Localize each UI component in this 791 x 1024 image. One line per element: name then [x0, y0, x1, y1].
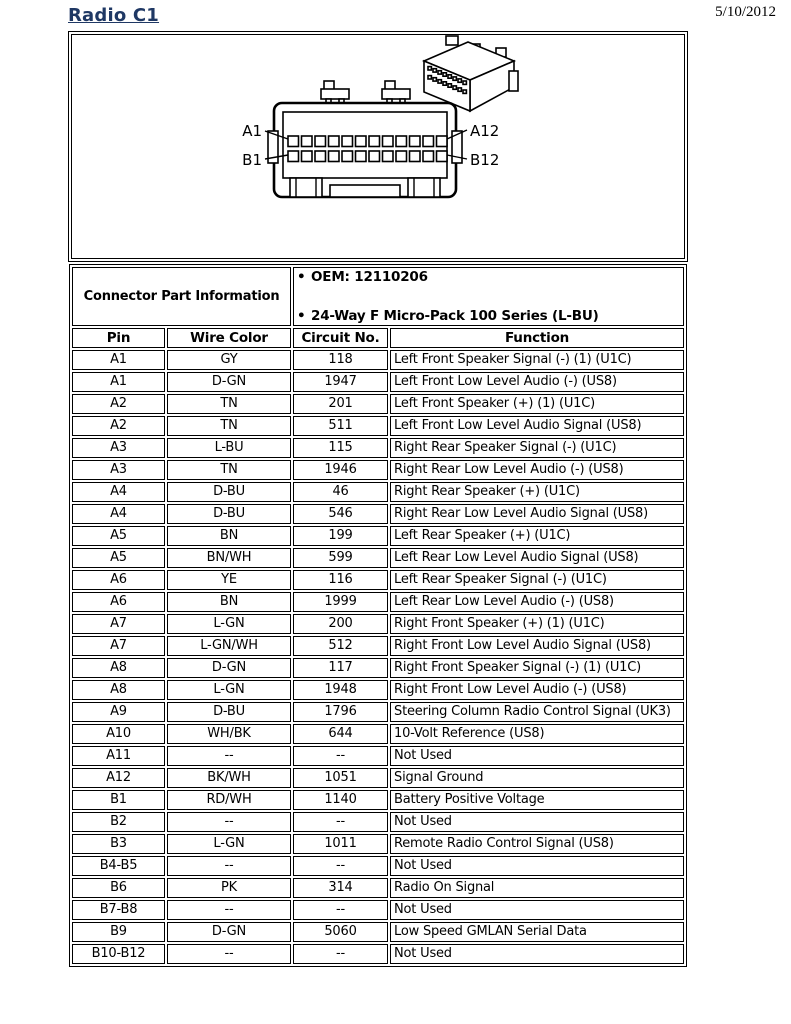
table-row	[72, 724, 684, 744]
cell-pin: B3	[72, 834, 165, 854]
cell-function: Left Front Speaker Signal (-) (1) (U1C)	[390, 350, 684, 370]
cell-circuit-no: 1947	[293, 372, 388, 392]
table-row	[72, 768, 684, 788]
cell-circuit-no: 511	[293, 416, 388, 436]
cell-wire-color: --	[167, 746, 291, 766]
table-row	[72, 438, 684, 458]
cell-circuit-no: 199	[293, 526, 388, 546]
bullet-icon: •	[297, 269, 306, 285]
cell-pin: A7	[72, 636, 165, 656]
cell-wire-color: WH/BK	[167, 724, 291, 744]
cell-pin: A5	[72, 548, 165, 568]
cell-function: Radio On Signal	[390, 878, 684, 898]
cell-pin: A1	[72, 372, 165, 392]
cell-wire-color: D-GN	[167, 658, 291, 678]
connector-3d-view-icon	[424, 36, 518, 111]
part-info-details	[293, 267, 684, 326]
cell-pin: A12	[72, 768, 165, 788]
table-row	[72, 746, 684, 766]
cell-wire-color: BN	[167, 592, 291, 612]
cell-pin: A8	[72, 680, 165, 700]
cell-circuit-no: 599	[293, 548, 388, 568]
page-title: Radio C1	[68, 5, 160, 26]
table-row	[72, 570, 684, 590]
cell-wire-color: BN/WH	[167, 548, 291, 568]
table-row	[72, 526, 684, 546]
table-header-row	[72, 328, 684, 348]
cell-circuit-no: --	[293, 856, 388, 876]
cell-circuit-no: 314	[293, 878, 388, 898]
cell-wire-color: RD/WH	[167, 790, 291, 810]
cell-pin: A2	[72, 394, 165, 414]
cell-function: Left Rear Speaker (+) (U1C)	[390, 526, 684, 546]
cell-pin: A3	[72, 438, 165, 458]
cell-function: Left Front Speaker (+) (1) (U1C)	[390, 394, 684, 414]
table-row	[72, 548, 684, 568]
cell-function: Right Front Low Level Audio (-) (US8)	[390, 680, 684, 700]
connector-diagram-box	[68, 31, 688, 262]
table-row	[72, 504, 684, 524]
cell-wire-color: D-BU	[167, 702, 291, 722]
cell-pin: B1	[72, 790, 165, 810]
cell-circuit-no: 46	[293, 482, 388, 502]
cell-function: Steering Column Radio Control Signal (UK3)	[390, 702, 684, 722]
cell-pin: A2	[72, 416, 165, 436]
cell-function: Not Used	[390, 856, 684, 876]
pin-label-b12: B12	[470, 151, 500, 169]
cell-pin: B6	[72, 878, 165, 898]
connector-table	[69, 264, 687, 967]
cell-function: 10-Volt Reference (US8)	[390, 724, 684, 744]
header-wire-color: Wire Color	[167, 328, 291, 348]
cell-wire-color: --	[167, 856, 291, 876]
pin-table-body	[72, 267, 684, 964]
table-row	[72, 812, 684, 832]
header-function: Function	[390, 328, 684, 348]
cell-function: Not Used	[390, 900, 684, 920]
cell-wire-color: D-BU	[167, 482, 291, 502]
cell-wire-color: TN	[167, 416, 291, 436]
cell-circuit-no: 512	[293, 636, 388, 656]
cell-wire-color: D-BU	[167, 504, 291, 524]
cell-pin: A11	[72, 746, 165, 766]
connector-series: • 24-Way F Micro-Pack 100 Series (L-BU)	[297, 308, 599, 324]
table-row	[72, 592, 684, 612]
cell-pin: A4	[72, 482, 165, 502]
cell-function: Left Front Low Level Audio Signal (US8)	[390, 416, 684, 436]
cell-wire-color: TN	[167, 394, 291, 414]
cell-circuit-no: 1999	[293, 592, 388, 612]
cell-wire-color: YE	[167, 570, 291, 590]
cell-function: Right Rear Low Level Audio (-) (US8)	[390, 460, 684, 480]
cell-circuit-no: 5060	[293, 922, 388, 942]
page-date: 5/10/2012	[715, 4, 776, 20]
connector-diagram-frame	[71, 34, 685, 259]
cell-wire-color: L-GN	[167, 614, 291, 634]
part-info-label: Connector Part Information	[72, 267, 291, 326]
cell-function: Not Used	[390, 812, 684, 832]
header-circuit-no: Circuit No.	[293, 328, 388, 348]
header-pin: Pin	[72, 328, 165, 348]
cell-wire-color: L-BU	[167, 438, 291, 458]
cell-function: Left Rear Low Level Audio (-) (US8)	[390, 592, 684, 612]
cell-wire-color: BN	[167, 526, 291, 546]
cell-function: Left Rear Low Level Audio Signal (US8)	[390, 548, 684, 568]
table-row	[72, 658, 684, 678]
cell-function: Not Used	[390, 944, 684, 964]
table-row	[72, 856, 684, 876]
cell-function: Right Rear Low Level Audio Signal (US8)	[390, 504, 684, 524]
table-row	[72, 372, 684, 392]
cell-circuit-no: 644	[293, 724, 388, 744]
table-row	[72, 680, 684, 700]
cell-wire-color: L-GN	[167, 680, 291, 700]
cell-circuit-no: 1011	[293, 834, 388, 854]
cell-pin: A7	[72, 614, 165, 634]
table-row	[72, 790, 684, 810]
table-row	[72, 636, 684, 656]
cell-function: Not Used	[390, 746, 684, 766]
cell-function: Left Front Low Level Audio (-) (US8)	[390, 372, 684, 392]
cell-circuit-no: 115	[293, 438, 388, 458]
part-info-row	[72, 267, 684, 326]
table-row	[72, 922, 684, 942]
cell-pin: A1	[72, 350, 165, 370]
cell-circuit-no: 1796	[293, 702, 388, 722]
cell-wire-color: --	[167, 944, 291, 964]
table-row	[72, 460, 684, 480]
table-row	[72, 350, 684, 370]
cell-function: Right Front Low Level Audio Signal (US8)	[390, 636, 684, 656]
pin-label-a1: A1	[242, 122, 262, 140]
cell-pin: B10-B12	[72, 944, 165, 964]
cell-pin: A9	[72, 702, 165, 722]
cell-function: Right Rear Speaker (+) (U1C)	[390, 482, 684, 502]
cell-circuit-no: 1140	[293, 790, 388, 810]
table-row	[72, 482, 684, 502]
cell-wire-color: D-GN	[167, 372, 291, 392]
cell-wire-color: PK	[167, 878, 291, 898]
table-row	[72, 944, 684, 964]
cell-function: Low Speed GMLAN Serial Data	[390, 922, 684, 942]
connector-diagram	[72, 35, 684, 258]
pin-label-b1: B1	[242, 151, 262, 169]
cell-function: Right Front Speaker Signal (-) (1) (U1C)	[390, 658, 684, 678]
cell-circuit-no: --	[293, 812, 388, 832]
cell-pin: B4-B5	[72, 856, 165, 876]
cell-circuit-no: 1051	[293, 768, 388, 788]
cell-function: Battery Positive Voltage	[390, 790, 684, 810]
table-row	[72, 900, 684, 920]
pin-label-a12: A12	[470, 122, 500, 140]
cell-circuit-no: 1946	[293, 460, 388, 480]
cell-pin: B2	[72, 812, 165, 832]
cell-pin: A5	[72, 526, 165, 546]
cell-function: Remote Radio Control Signal (US8)	[390, 834, 684, 854]
table-row	[72, 702, 684, 722]
cell-pin: A3	[72, 460, 165, 480]
cell-circuit-no: 116	[293, 570, 388, 590]
cell-circuit-no: --	[293, 746, 388, 766]
cell-function: Right Rear Speaker Signal (-) (U1C)	[390, 438, 684, 458]
table-row	[72, 878, 684, 898]
oem-number: • OEM: 12110206	[297, 269, 428, 285]
cell-wire-color: --	[167, 900, 291, 920]
cell-circuit-no: --	[293, 900, 388, 920]
cell-circuit-no: 118	[293, 350, 388, 370]
cell-wire-color: BK/WH	[167, 768, 291, 788]
cell-circuit-no: 546	[293, 504, 388, 524]
table-row	[72, 416, 684, 436]
cell-pin: A8	[72, 658, 165, 678]
cell-wire-color: GY	[167, 350, 291, 370]
cell-circuit-no: 201	[293, 394, 388, 414]
cell-pin: A6	[72, 570, 165, 590]
bullet-icon: •	[297, 308, 306, 324]
cell-circuit-no: 117	[293, 658, 388, 678]
table-row	[72, 614, 684, 634]
table-row	[72, 394, 684, 414]
cell-pin: A6	[72, 592, 165, 612]
cell-wire-color: L-GN/WH	[167, 636, 291, 656]
cell-pin: A4	[72, 504, 165, 524]
cell-wire-color: TN	[167, 460, 291, 480]
cell-pin: B7-B8	[72, 900, 165, 920]
cell-function: Signal Ground	[390, 768, 684, 788]
cell-circuit-no: 200	[293, 614, 388, 634]
cell-wire-color: --	[167, 812, 291, 832]
cell-pin: B9	[72, 922, 165, 942]
table-row	[72, 834, 684, 854]
cell-wire-color: L-GN	[167, 834, 291, 854]
cell-circuit-no: 1948	[293, 680, 388, 700]
cell-function: Left Rear Speaker Signal (-) (U1C)	[390, 570, 684, 590]
cell-wire-color: D-GN	[167, 922, 291, 942]
cell-pin: A10	[72, 724, 165, 744]
cell-function: Right Front Speaker (+) (1) (U1C)	[390, 614, 684, 634]
cell-circuit-no: --	[293, 944, 388, 964]
